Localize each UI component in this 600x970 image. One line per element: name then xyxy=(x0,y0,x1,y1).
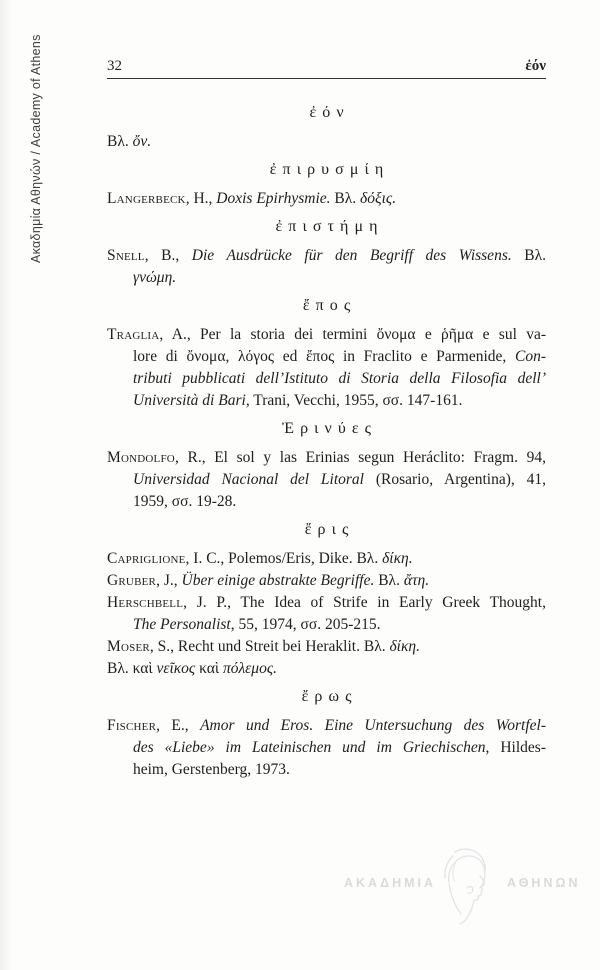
text-segment: Βλ. xyxy=(374,572,404,589)
text-segment: Moser xyxy=(107,638,150,655)
entry-line xyxy=(107,390,546,412)
entry-line xyxy=(107,737,546,759)
entry-line xyxy=(107,715,546,737)
text-segment: Βλ. καὶ xyxy=(107,660,157,677)
text-segment: Con- xyxy=(515,348,546,365)
text-segment: tributi pubblicati dell’Istituto di Storia della Filosofia dell’ xyxy=(133,370,546,387)
text-segment: , A., Per la storia dei termini ὄνομα e ῥῆμα e sul va- xyxy=(159,326,546,343)
section-heading: ἔρως xyxy=(301,688,358,705)
entry-line xyxy=(107,759,546,781)
bibliography-section xyxy=(107,159,546,210)
entry-line xyxy=(107,491,546,513)
entry-line xyxy=(107,131,546,153)
text-segment: Βλ. xyxy=(511,247,547,264)
bibliography-section xyxy=(107,102,546,153)
text-segment: Βλ. xyxy=(107,133,133,150)
watermark-text-akadimia: ΑΚΑΔΗΜΙΑ xyxy=(344,876,437,890)
text-segment: , Hildes- xyxy=(485,739,546,756)
text-segment: Universidad Nacional del Litoral xyxy=(133,471,376,488)
bibliography-entry xyxy=(107,324,546,412)
text-segment: Snell xyxy=(107,247,145,264)
bibliography-section xyxy=(107,216,546,289)
text-segment: , H., xyxy=(185,190,217,207)
entry-line xyxy=(107,592,546,614)
bibliography-entry xyxy=(107,245,546,289)
text-segment: Langerbeck xyxy=(107,190,186,207)
watermark-text-athinon: ΑΘΗΝΩΝ xyxy=(507,876,581,890)
bibliography-entry xyxy=(107,131,546,153)
text-segment: Fischer xyxy=(107,717,157,734)
text-segment: δίκη. xyxy=(389,638,420,655)
library-stamp-vertical: Ακαδημία Αθηνών / Academy of Athens xyxy=(29,34,43,263)
text-segment: Über einige abstrakte Begriffe. xyxy=(181,572,375,589)
bibliography-entry xyxy=(107,592,546,636)
bibliography-content xyxy=(107,96,546,781)
entry-line xyxy=(107,636,546,658)
text-segment: , J. P., The Idea of Strife in Early Greek Thought, xyxy=(183,594,546,611)
bibliography-section xyxy=(107,519,546,680)
text-segment: Die Ausdrücke für den Begriff des Wissens. xyxy=(191,247,512,264)
bibliography-entry xyxy=(107,548,546,570)
text-segment: Università di Bari xyxy=(133,392,246,409)
section-heading: ἔρις xyxy=(304,521,355,538)
text-segment: Amor und Eros. Eine Untersuchung des Wortfel- xyxy=(200,717,546,734)
page-header xyxy=(107,55,546,79)
entry-line xyxy=(107,614,546,636)
text-segment: ἄτη. xyxy=(403,572,430,589)
entry-line xyxy=(107,658,546,680)
text-segment: heim, Gerstenberg, 1973. xyxy=(133,761,290,778)
bibliography-section xyxy=(107,418,546,513)
bibliography-entry xyxy=(107,658,546,680)
page-number: 32 xyxy=(107,58,122,74)
bibliography-entry xyxy=(107,570,546,592)
text-segment: 1959, σσ. 19-28. xyxy=(133,493,237,510)
athena-head-emblem-icon xyxy=(426,843,504,934)
section-heading: ἐόν xyxy=(309,104,350,121)
text-segment: Herschbell xyxy=(107,594,184,611)
entry-line xyxy=(107,368,546,390)
text-segment: , B., xyxy=(144,247,192,264)
text-segment: Mondolfo xyxy=(107,449,175,466)
entry-line xyxy=(107,447,546,469)
text-segment: νεῖκος xyxy=(156,660,200,677)
running-title: ἐόν xyxy=(525,58,546,74)
text-segment: , I. C., Polemos/Eris, Dike. Βλ. xyxy=(185,550,383,567)
section-heading: ἐπιρυσμίη xyxy=(269,161,390,178)
text-segment: Gruber xyxy=(107,572,157,589)
text-segment: ὄν. xyxy=(132,133,152,150)
entry-line xyxy=(107,548,546,570)
text-segment: (Rosario, Argentina), 41, xyxy=(375,471,546,488)
section-heading: Ἐρινύες xyxy=(282,420,378,437)
text-segment: πόλεμος. xyxy=(222,660,277,677)
text-segment: γνώμη. xyxy=(133,269,177,286)
text-segment: , 55, 1974, σσ. 205-215. xyxy=(230,616,381,633)
bibliography-entry xyxy=(107,715,546,781)
text-segment: The Personalist xyxy=(133,616,231,633)
section-heading: ἔπος xyxy=(302,297,357,314)
text-segment: , J., xyxy=(156,572,182,589)
text-segment: καὶ xyxy=(199,660,223,677)
bibliography-section xyxy=(107,295,546,412)
text-segment: lore di ὄνομα, λόγος ed ἔπος in Fraclito e Parmenide, xyxy=(133,348,515,365)
text-segment: Capriglione xyxy=(107,550,186,567)
text-segment: , E., xyxy=(156,717,201,734)
entry-line xyxy=(107,188,546,210)
scan-edge-shadow xyxy=(0,0,12,970)
entry-line xyxy=(107,469,546,491)
text-segment: δόξις. xyxy=(360,190,397,207)
entry-line xyxy=(107,324,546,346)
text-segment: Βλ. xyxy=(330,190,360,207)
text-segment: , R., El sol y las Erinias segun Heráclito: Fragm. 94, xyxy=(174,449,546,466)
entry-line xyxy=(107,245,546,267)
entry-line xyxy=(107,267,546,289)
text-segment: des «Liebe» im Lateinischen und im Griechischen xyxy=(133,739,486,756)
text-segment: , Trani, Vecchi, 1955, σσ. 147-161. xyxy=(245,392,463,409)
bibliography-entry xyxy=(107,188,546,210)
text-segment: , S., Recht und Streit bei Heraklit. Βλ. xyxy=(149,638,390,655)
bibliography-entry xyxy=(107,636,546,658)
text-segment: Traglia xyxy=(107,326,160,343)
bibliography-section xyxy=(107,686,546,781)
entry-line xyxy=(107,346,546,368)
text-segment: δίκη. xyxy=(382,550,413,567)
bibliography-entry xyxy=(107,447,546,513)
section-heading: ἐπιστήμη xyxy=(275,218,384,235)
text-segment: Doxis Epirhysmie. xyxy=(216,190,331,207)
entry-line xyxy=(107,570,546,592)
